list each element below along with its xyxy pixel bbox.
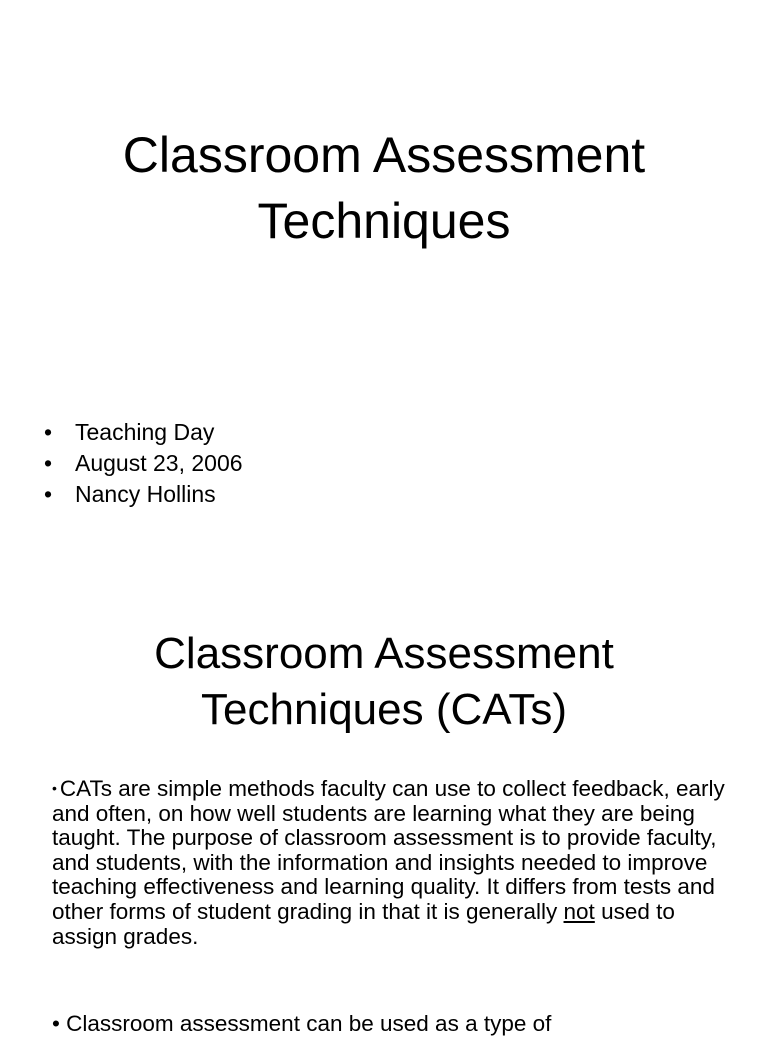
title-line-1: Classroom Assessment <box>122 127 646 183</box>
presenter-name: Nancy Hollins <box>75 481 216 507</box>
list-item <box>44 417 243 448</box>
slide-title <box>0 122 768 254</box>
content-slide <box>0 580 768 1036</box>
event-date: August 23, 2006 <box>75 450 243 476</box>
presenter-info-list <box>44 417 243 510</box>
paragraph-text: CATs are simple methods faculty can use to collect feedback, early and often, on how well students are learning what they are being taught. The purpose of classroom assessment is to provide faculty, and students, with the information and insights needed to improve teaching effectiveness and learning quality. It differs from tests and other forms of student grading in that it is generally <box>52 776 725 924</box>
bullet-icon: • <box>52 780 57 796</box>
cats-definition-paragraph <box>52 776 732 949</box>
title-line-1: Classroom Assessment <box>154 629 614 678</box>
cut-off-paragraph: • Classroom assessment can be used as a type of <box>52 1011 552 1036</box>
event-name: Teaching Day <box>75 419 215 445</box>
emphasis-underline: not <box>563 898 595 924</box>
title-line-2: Techniques <box>257 193 511 249</box>
bullet-icon: • <box>44 419 53 445</box>
bullet-icon: • <box>44 481 53 507</box>
slide-title <box>0 626 768 738</box>
list-item <box>44 448 243 479</box>
title-line-2: Techniques (CATs) <box>201 685 567 734</box>
paragraph-text-end: used to assign grades. <box>52 898 675 949</box>
bullet-icon: • <box>44 450 53 476</box>
list-item <box>44 479 243 510</box>
